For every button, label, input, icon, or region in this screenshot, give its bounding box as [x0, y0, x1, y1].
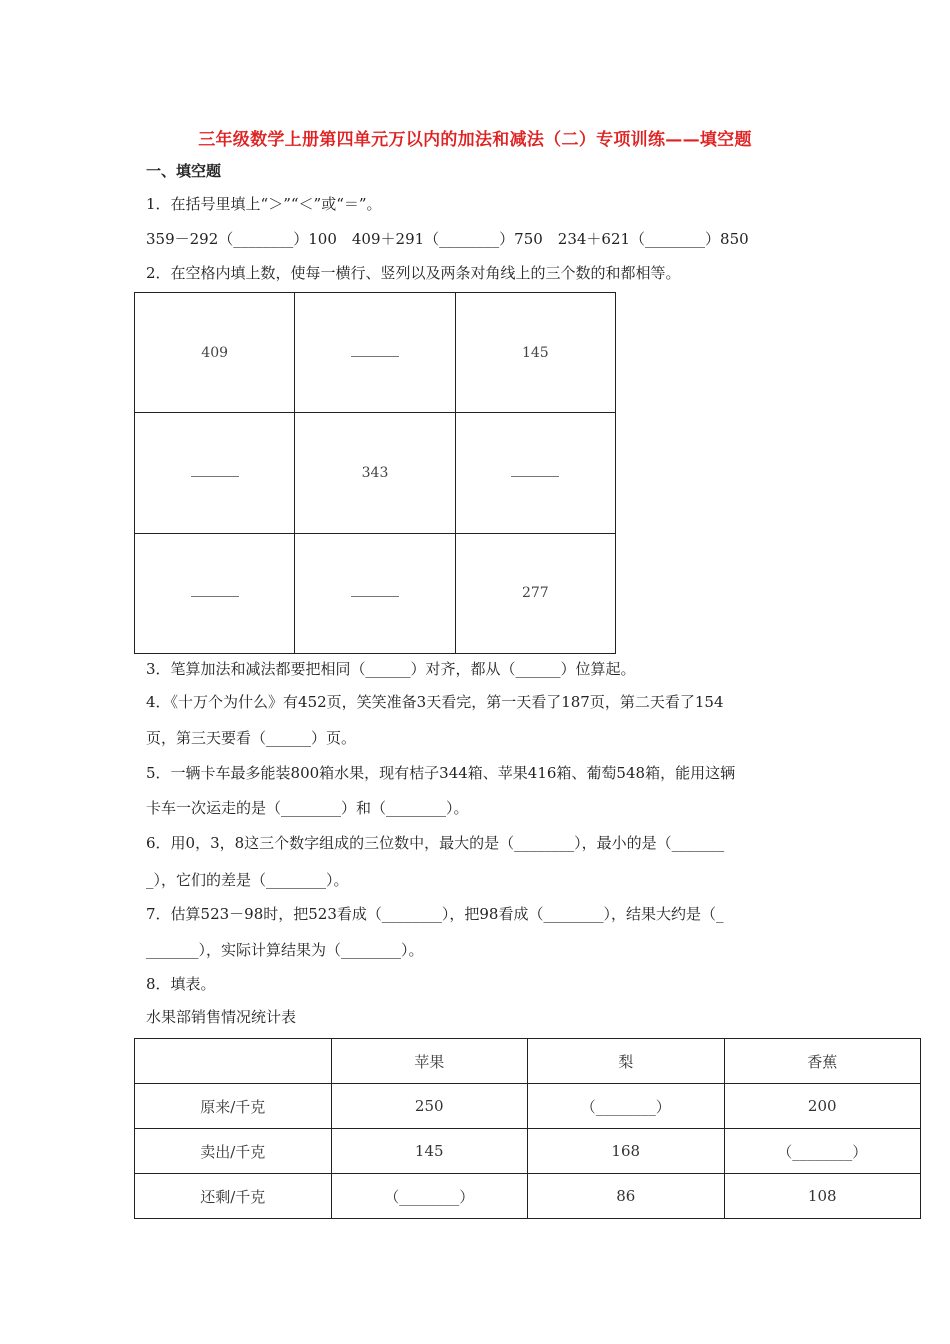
grid-cell: [135, 293, 295, 413]
header-cell: [135, 1039, 332, 1084]
answer-blank[interactable]: [351, 595, 399, 597]
question-4-line-2: 页，第三天要看（______）页。: [146, 729, 357, 747]
question-7-line-1: 7．估算523－98时，把523看成（________），把98看成（________），结果大约是（_: [146, 905, 724, 923]
question-1-text: 1．在括号里填上“＞”“＜”或“＝”。: [146, 195, 382, 213]
answer-blank[interactable]: [191, 475, 239, 477]
question-5-line-2: 卡车一次运走的是（________）和（________）。: [146, 799, 469, 817]
question-6-line-2: _），它们的差是（________）。: [146, 871, 349, 889]
grid-cell-value: 277: [521, 585, 549, 602]
question-7-line-2: _______），实际计算结果为（________）。: [146, 941, 424, 959]
answer-blank-cell[interactable]: （________）: [528, 1084, 725, 1129]
answer-blank[interactable]: [511, 475, 559, 477]
table-cell: 145: [331, 1129, 528, 1174]
header-cell: 苹果: [331, 1039, 528, 1084]
answer-blank-cell[interactable]: （________）: [724, 1129, 921, 1174]
magic-square-grid: [134, 292, 616, 654]
table-cell: 250: [331, 1084, 528, 1129]
grid-cell-value: 145: [521, 344, 549, 361]
table-cell: 168: [528, 1129, 725, 1174]
table-row: [135, 1084, 921, 1129]
row-label: 还剩/千克: [135, 1174, 332, 1219]
header-cell: 梨: [528, 1039, 725, 1084]
grid-cell-value: 409: [201, 344, 229, 361]
grid-cell-blank[interactable]: [455, 413, 615, 533]
header-cell: 香蕉: [724, 1039, 921, 1084]
grid-cell-blank[interactable]: [295, 533, 455, 653]
grid-cell: [455, 533, 615, 653]
row-label: 卖出/千克: [135, 1129, 332, 1174]
table-header-row: [135, 1039, 921, 1084]
grid-cell: [455, 293, 615, 413]
grid-cell-blank[interactable]: [135, 533, 295, 653]
fruit-sales-table: [134, 1038, 921, 1219]
grid-cell: [295, 413, 455, 533]
question-6-line-1: 6．用0，3，8这三个数字组成的三位数中，最大的是（________），最小的是（_______: [146, 834, 725, 852]
grid-cell-value: 343: [361, 464, 389, 481]
answer-blank-cell[interactable]: （________）: [331, 1174, 528, 1219]
table-cell: 108: [724, 1174, 921, 1219]
answer-blank[interactable]: [191, 595, 239, 597]
answer-blank[interactable]: [351, 355, 399, 357]
grid-cell-blank[interactable]: [135, 413, 295, 533]
question-1-expressions: 359－292（________）100 409＋291（________）750 234＋621（________）850: [146, 230, 749, 248]
question-8-text: 8．填表。: [146, 975, 216, 993]
section-heading: 一、填空题: [146, 162, 222, 180]
question-3-text: 3．笔算加法和减法都要把相同（______）对齐，都从（______）位算起。: [146, 660, 636, 678]
question-2-text: 2．在空格内填上数，使每一横行、竖列以及两条对角线上的三个数的和都相等。: [146, 264, 681, 282]
row-label: 原来/千克: [135, 1084, 332, 1129]
grid-cell-blank[interactable]: [295, 293, 455, 413]
page-title: 三年级数学上册第四单元万以内的加法和减法（二）专项训练——填空题: [198, 130, 752, 150]
question-5-line-1: 5．一辆卡车最多能装800箱水果，现有桔子344箱、苹果416箱、葡萄548箱，能用这辆: [146, 764, 736, 782]
table-caption: 水果部销售情况统计表: [146, 1008, 297, 1026]
question-4-line-1: 4．《十万个为什么》有452页，笑笑准备3天看完，第一天看了187页，第二天看了154: [146, 693, 724, 711]
table-cell: 200: [724, 1084, 921, 1129]
table-cell: 86: [528, 1174, 725, 1219]
table-row: [135, 1174, 921, 1219]
table-row: [135, 1129, 921, 1174]
